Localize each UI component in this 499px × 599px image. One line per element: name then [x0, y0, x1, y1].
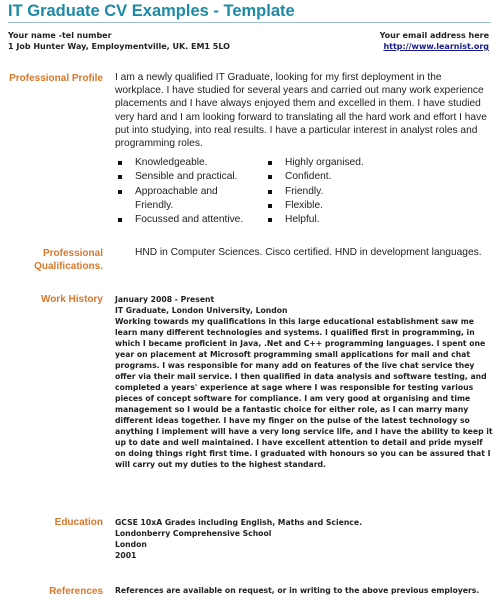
skill-item: Approachable and Friendly.	[118, 185, 258, 214]
address: 1 Job Hunter Way, Employmentville, UK. EM1 5LO	[8, 42, 230, 51]
work-heading: Work History	[40, 294, 103, 305]
work-description: Working towards my qualifications in this large educational establishment saw me learn many different technologies and systems. I qualified first in programming, in which I became proficient in Java, .Net and C++ programming languages. I spent one year on placement at Microsoft programming small applications for mail and chat programs. I was responsible for many add on features of the live chat service they offer via their mail service. I then qualified in data analysis and software testing, and completed a years' experience at sage where I was responsible for testing various pieces of concept software for compliance. I am very good at organising and time management so I would be a fantastic choice for either role, as I can marry many different ideas together. I have my finger on the pulse of the latest technology so anything I implement will have a very long service life, and I have the ability to keep it up to date and well maintained. I have excellent attention to detail and pride myself on doing things right first time. I graduated with honours so you can be assured that I will carry out my duties to the highest standard.	[115, 317, 493, 469]
qualifications-heading	[0, 247, 103, 273]
education-line: London	[115, 540, 147, 549]
education-heading: Education	[54, 517, 103, 528]
education-line: 2001	[115, 551, 137, 560]
work-body	[115, 294, 493, 470]
title-divider	[8, 22, 491, 23]
skill-item: Friendly.	[268, 185, 438, 199]
qualifications-heading-line2: Qualifications.	[34, 261, 103, 272]
profile-heading: Professional Profile	[9, 73, 103, 84]
page-title: IT Graduate CV Examples - Template	[8, 2, 295, 20]
references-heading: References	[49, 586, 103, 597]
contact-left	[8, 30, 308, 52]
skill-item: Focussed and attentive.	[118, 213, 258, 227]
qualifications-text: HND in Computer Sciences. Cisco certified. HND in development languages.	[135, 247, 482, 258]
skills-column-2	[268, 156, 438, 227]
work-role: IT Graduate, London University, London	[115, 306, 288, 315]
email-label: Your email address here	[379, 31, 489, 40]
education-line: Londonberry Comprehensive School	[115, 529, 272, 538]
profile-text: I am a newly qualified IT Graduate, looking for my first deployment in the workplace. I have studied for several years and carried out many work experience placements and I have always enjoyed them and excelled in them. I have studied very hard and I am looking forward to translating all the hard work and effort I have put into studying, into real results. I have a particular interest in analyst roles and programming roles.	[115, 72, 487, 150]
skill-item: Sensible and practical.	[118, 170, 258, 184]
qualifications-heading-line1: Professional	[42, 248, 103, 259]
skill-item: Helpful.	[268, 213, 438, 227]
skill-item: Knowledgeable.	[118, 156, 258, 170]
name-tel: Your name -tel number	[8, 31, 112, 40]
skill-item: Confident.	[268, 170, 438, 184]
skills-column-1	[118, 156, 258, 227]
education-body	[115, 517, 493, 561]
skill-item: Flexible.	[268, 199, 438, 213]
contact-right	[329, 30, 489, 52]
skill-item: Highly organised.	[268, 156, 438, 170]
education-line: GCSE 10xA Grades including English, Maths and Science.	[115, 518, 362, 527]
references-text: References are available on request, or in writing to the above previous employers.	[115, 586, 480, 595]
work-date: January 2008 - Present	[115, 295, 215, 304]
website-link[interactable]: http://www.learnist.org	[383, 42, 489, 51]
